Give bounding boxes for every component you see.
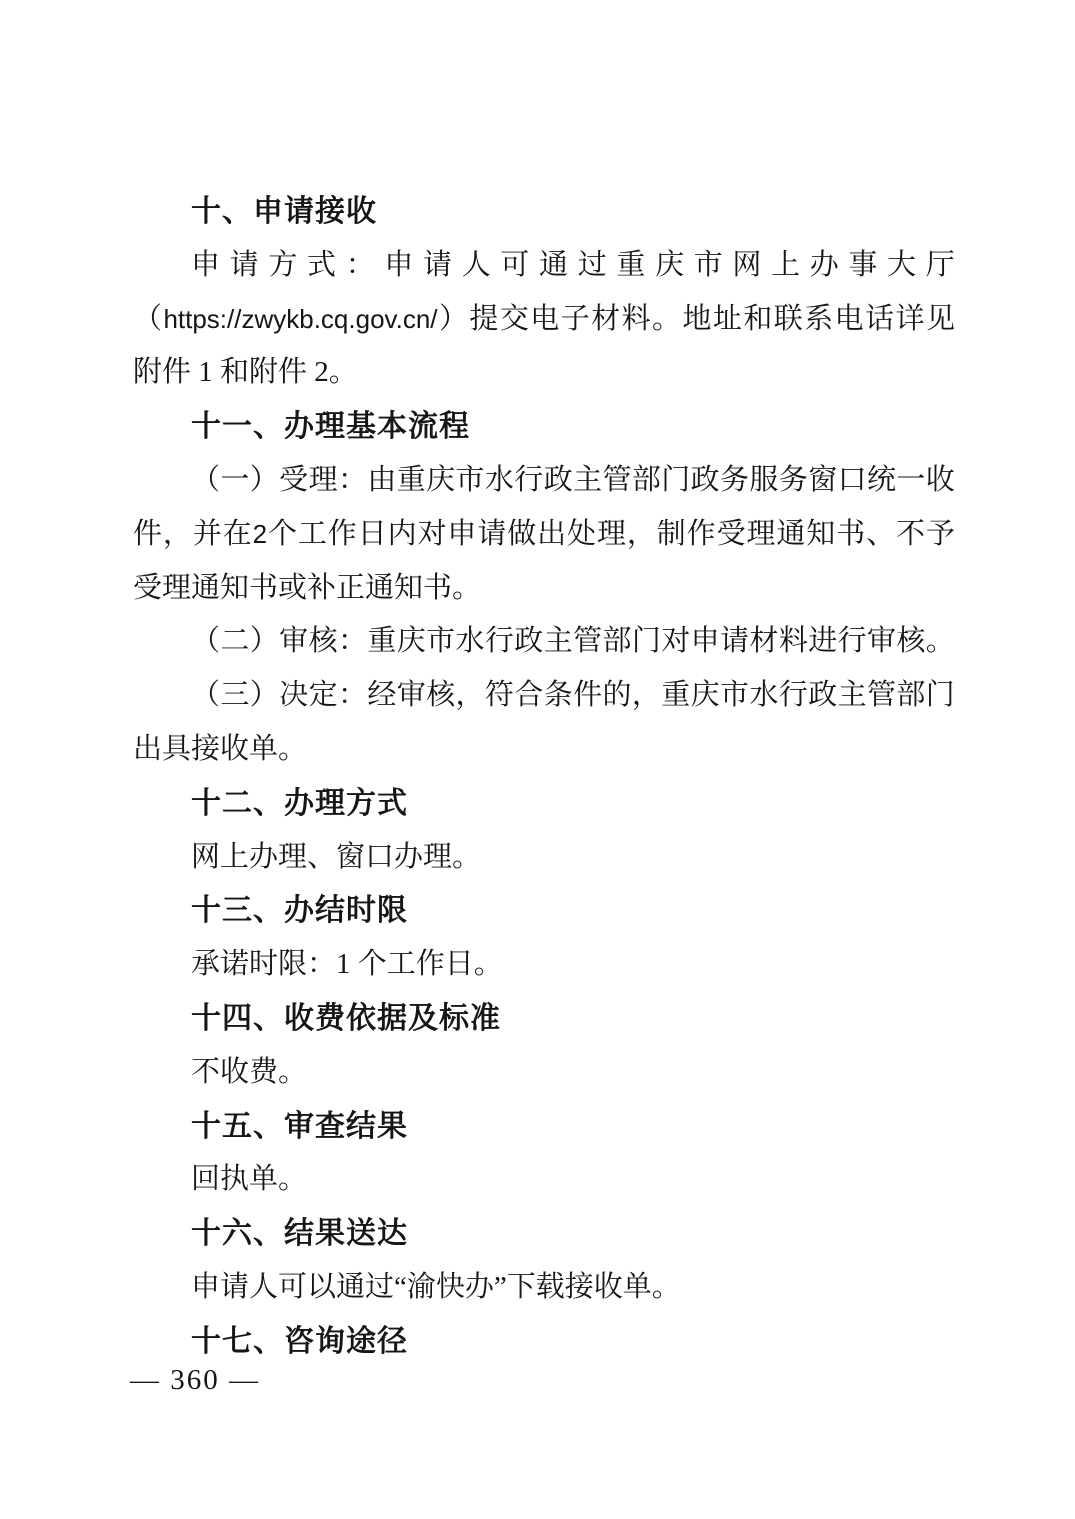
body-line-no-fee: 不收费。 xyxy=(191,1055,308,1088)
body-line-step2-review: （ 二 ） 审 核 ： 重 庆 市 水 行 政 主 管 部 门 对 申 请 材 料 进 行 审 核 。 xyxy=(191,625,955,658)
heading-section-13-time-limit: 十三、办结时限 xyxy=(191,894,408,928)
heading-section-17-consultation: 十七、咨询途径 xyxy=(191,1324,408,1358)
body-line-receipt: 回执单。 xyxy=(191,1163,308,1196)
heading-section-16-result-delivery: 十六、结果送达 xyxy=(191,1217,408,1251)
body-line-step1-continued: 件 ， 并 在 2 个 工 作 日 内 对 申 请 做 出 处 理 ， 制 作 受 理 通 知 书 、 不 予 xyxy=(133,517,955,550)
body-line-handling-method: 网上办理、窗口办理。 xyxy=(191,840,482,873)
body-line-step1-acceptance: （ 一 ） 受 理 ： 由 重 庆 市 水 行 政 主 管 部 门 政 务 服 务 窗 口 统 一 收 xyxy=(191,463,955,496)
body-line-application-method: 申 请 方 式 ： 申 请 人 可 通 过 重 庆 市 网 上 办 事 大 厅 xyxy=(191,248,955,281)
body-line-time-limit: 承诺时限：1 个工作日。 xyxy=(191,948,503,981)
page-number: — 360 — xyxy=(130,1364,260,1396)
body-line-step3-end: 出具接收单。 xyxy=(133,732,308,765)
heading-section-11-basic-process: 十一、办理基本流程 xyxy=(191,410,470,444)
heading-section-14-fee-basis: 十四、收费依据及标准 xyxy=(191,1001,501,1035)
heading-section-12-handling-method: 十二、办理方式 xyxy=(191,786,408,820)
body-line-result-delivery: 申请人可以通过“渝快办”下载接收单。 xyxy=(191,1270,681,1303)
body-line-step3-decision: （ 三 ） 决 定 ： 经 审 核 ， 符 合 条 件 的 ， 重 庆 市 水 行 政 主 管 部 门 xyxy=(191,679,955,712)
body-line-step1-end: 受理通知书或补正通知书。 xyxy=(133,571,482,604)
document-content xyxy=(133,185,955,1369)
body-line-attachments: 附件 1 和附件 2。 xyxy=(133,356,358,389)
heading-section-10-application-acceptance: 十、申请接收 xyxy=(191,195,377,228)
heading-section-15-review-result: 十五、审查结果 xyxy=(191,1109,408,1143)
body-line-url: （ https://zwykb.cq.gov.cn/ ） 提 交 电 子 材 料 。 地 址 和 联 系 电 话 详 见 xyxy=(133,302,955,335)
